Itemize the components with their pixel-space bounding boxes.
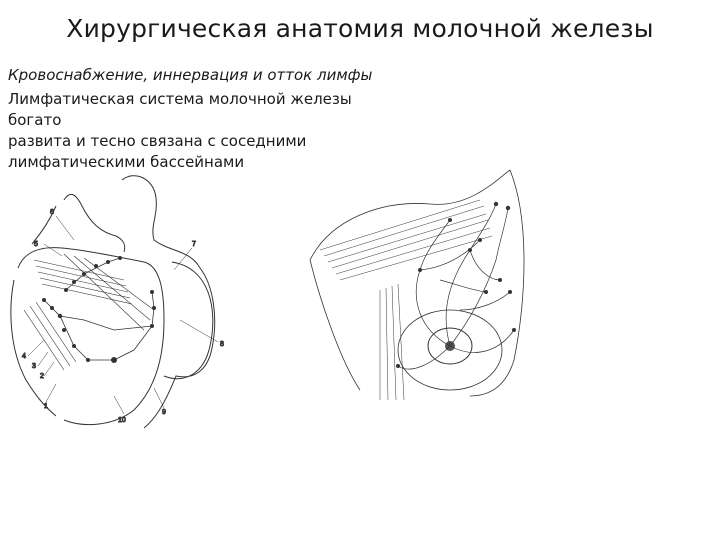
figure-breast [164,262,213,379]
figure-label: 7 [192,241,196,248]
figure-label: 4 [22,353,26,360]
lymphatic-anatomy-figure-left [4,170,244,430]
lymph-node-chain [42,256,156,363]
section-subtitle: Кровоснабжение, иннервация и отток лимфы [8,66,373,84]
muscle-hatching [320,200,492,400]
figure-label: 5 [34,241,38,248]
figure-label: 9 [162,409,166,416]
figure-label: 8 [220,341,224,348]
lymph-vessels [44,258,154,360]
figure-label: 6 [50,209,54,216]
figure-label: 3 [32,363,36,370]
figure-chest-wall [18,248,164,425]
lymph-vessels [398,204,514,369]
figure-label: 1 [44,403,48,410]
figure-outline [122,176,215,428]
figure-label: 2 [40,373,44,380]
body-line: развита и тесно связана с соседними [8,132,307,150]
page-title: Хирургическая анатомия молочной железы [66,14,654,43]
body-line: лимфатическими бассейнами [8,153,245,171]
figure-arm [32,194,125,252]
label-leaders [28,216,218,414]
body-line: Лимфатическая система молочной железы богато [8,90,352,129]
figure-label: 10 [118,417,126,424]
lymphatic-anatomy-figure-right [300,160,550,410]
breast-mound [398,310,502,390]
